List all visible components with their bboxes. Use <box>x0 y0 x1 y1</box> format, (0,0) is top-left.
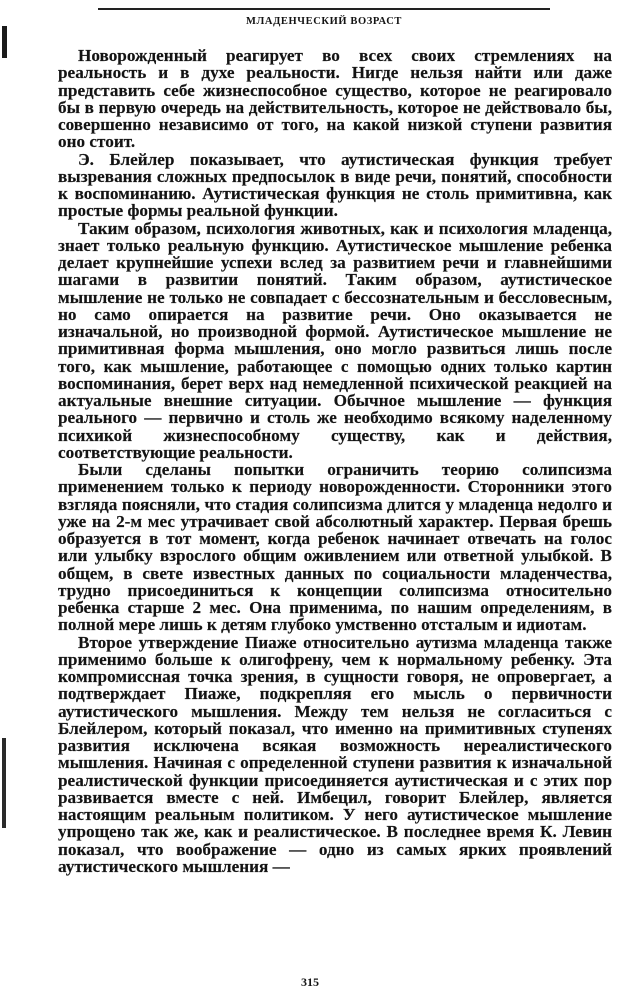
body-text <box>58 47 612 875</box>
scan-edge-mark <box>2 738 6 828</box>
running-header: МЛАДЕНЧЕСКИЙ ВОЗРАСТ <box>98 8 550 27</box>
paragraph: Э. Блейлер показывает, что аутистическая функция требует вызревания сложных предпосылок в виде речи, понятий, способности к воспоминанию. Аутистическая функция не столь примитивна, как простые формы реальной функции. <box>58 149 612 221</box>
paragraph: Новорожденный реагирует во всех своих стремлениях на реальность и в духе реальности. Нигде нельзя найти или даже представить себе жизнеспособное существо, которое не реагировало бы в первую очередь на действительность, которое не действовало бы, совершенно независимо от того, на какой низкой ступени развития оно стоит. <box>58 46 612 152</box>
paragraph: Были сделаны попытки ограничить теорию солипсизма применением только к периоду новорожденности. Сторонники этого взгляда поясняли, что стадия солипсизма длится у младенца недолго и уже на 2-м мес утрачивает свой абсолютный характер. Первая брешь образуется в тот момент, когда ребенок начинает отвечать на голос или улыбку взрослого общим оживлением или ответной улыбкой. В общем, в свете известных данных по социальности младенчества, трудно присоединиться к концепции солипсизма относительно ребенка старше 2 мес. Она применима, по нашим определениям, в полной мере лишь к детям глубоко умственно отсталым и идиотам. <box>58 460 612 635</box>
page-number: 315 <box>301 975 319 989</box>
paragraph: Таким образом, психология животных, как и психология младенца, знает только реальную функцию. Аутистическое мышление ребенка делает крупнейшие успехи вслед за развитием речи и главнейшими шагами в развитии понятий. Таким образом, аутистическое мышление не только не совпадает с бессознательным и бессловесным, но само опирается на развитие речи. Оно оказывается не изначальной, но производной формой. Аутистическое мышление не примитивная форма мышления, оно могло развиться лишь после того, как мышление, работающее с помощью одних только картин воспоминания, берет верх над немедленной психической реакцией на актуальные внешние ситуации. Обычное мышление — функция реального — первично и столь же необходимо всякому наделенному психикой жизнеспособному существу, как и действия, соответствующие реальности. <box>58 218 612 462</box>
paragraph: Второе утверждение Пиаже относительно аутизма младенца также применимо больше к олигофрену, чем к нормальному ребенку. Эта компромиссная точка зрения, в сущности говоря, не опровергает, а подтверждает Пиаже, подкрепляя его мысль о первичности аутистического мышления. Между тем нельзя не согласиться с Блейлером, который показал, что именно на примитивных ступенях развития исключена всякая возможность нереалистического мышления. Начиная с определенной ступени развития к изначальной реалистической функции присоединяется аутистическая и с этих пор развивается вместе с ней. Имбецил, говорит Блейлер, является настоящим реальным политиком. У него аутистическое мышление упрощено так же, как и реалистическое. В последнее время К. Левин показал, что воображение — одно из самых ярких проявлений аутистического мышления — <box>58 632 612 876</box>
scan-edge-mark <box>2 26 7 58</box>
